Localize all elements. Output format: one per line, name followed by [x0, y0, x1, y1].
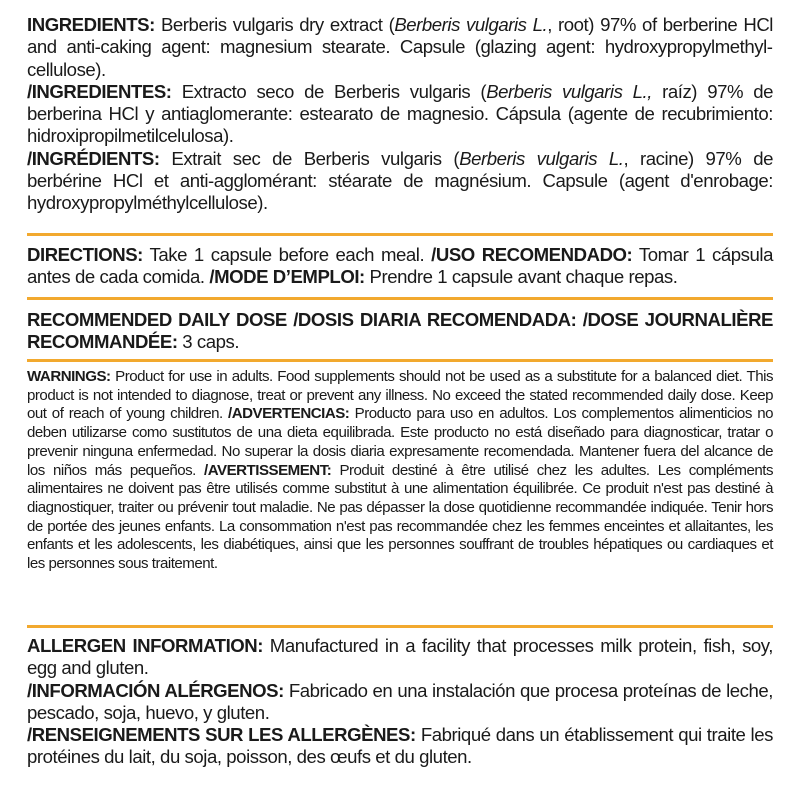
directions-en-text: Take 1 capsule before each meal.	[142, 244, 432, 265]
allergen-fr	[27, 724, 773, 769]
divider-directions	[27, 297, 773, 300]
ingredients-es	[27, 81, 773, 148]
directions-es-text: Tomar 1 cápsula antes de cada comida.	[27, 244, 773, 288]
divider-dose	[27, 359, 773, 362]
allergen-fr-label: /RENSEIGNEMENTS SUR LES ALLERGÈNES:	[27, 724, 416, 746]
warnings-section	[27, 368, 773, 574]
warnings-text	[27, 368, 773, 574]
warnings-en-label: WARNINGS:	[27, 368, 111, 385]
ingredients-en-text-2: , root) 97% of berberine HCl and anti-caking agent: magnesium stearate. Capsule (glazing agent: hydroxypropylmethylcellulose).	[27, 14, 773, 80]
allergen-es-text: Fabricado en una instalación que procesa proteínas de leche, pescado, soja, huevo, y gluten.	[27, 679, 773, 723]
directions-en-label: DIRECTIONS:	[27, 244, 143, 265]
ingredients-fr-label: /INGRÉDIENTS:	[27, 147, 160, 169]
ingredients-es-text-2: raíz) 97% de berberina HCl y antiaglomerante: estearato de magnesio. Cápsula (agente de recubrimiento: hidroxipropilmetilcelulosa).	[27, 80, 773, 147]
ingredients-en-text-1: Berberis vulgaris dry extract (	[154, 14, 395, 35]
directions-es-label: /USO RECOMENDADO:	[431, 244, 633, 265]
ingredients-es-latin-name: Berberis vulgaris L.,	[486, 80, 652, 102]
ingredients-fr-text-2: , racine) 97% de berbérine HCl et anti-agglomérant: stéarate de magnésium. Capsule (agent d'enrobage: hydroxypropylméthylcellulose).	[27, 147, 773, 214]
directions-section	[27, 244, 773, 289]
directions-fr-text: Prendre 1 capsule avant chaque repas.	[364, 266, 678, 288]
ingredients-es-text-1: Extracto seco de Berberis vulgaris (	[171, 80, 487, 102]
allergen-fr-text: Fabriqué dans un établissement qui traite les protéines du lait, du soja, poisson, des œufs et du gluten.	[27, 724, 773, 768]
allergen-en-text: Manufactured in a facility that processes milk protein, fish, soy, egg and gluten.	[27, 635, 773, 679]
ingredients-en	[27, 14, 773, 81]
warnings-fr-label: /AVERTISSEMENT:	[204, 461, 332, 479]
allergen-en	[27, 635, 773, 680]
directions-fr-label: /MODE D’EMPLOI:	[209, 266, 365, 288]
ingredients-en-latin-name: Berberis vulgaris L.	[394, 14, 548, 35]
warnings-fr-text: Produit destiné à être utilisé chez les adultes. Les compléments alimentaires ne doivent pas être utilisés comme substitut à une alimentation équilibrée. Ce produit n'est pas destiné à diagnostiquer, traiter ou prévenir tout maladie. Ne pas dépasser la dose quotidienne recommandée indiquée. Tenir hors de portée des jeunes enfants. La consommation n'est pas recommandée chez les femmes enceintes et allaitantes, les enfants et les adolescents, les diabétiques, ainsi que les personnes souffrant de troubles hépatiques ou cardiaques et les personnes sous traitement.	[27, 461, 773, 573]
allergen-en-label: ALLERGEN INFORMATION:	[27, 635, 264, 656]
divider-ingredients	[27, 233, 773, 236]
warnings-en-text: Product for use in adults. Food supplements should not be used as a substitute for a balanced diet. This product is not intended to diagnose, treat or prevent any illness. No exceed the stated recommended daily dose. Keep out of reach of young children.	[27, 368, 773, 423]
directions-text	[27, 244, 773, 289]
ingredients-fr-text-1: Extrait sec de Berberis vulgaris (	[159, 147, 460, 169]
allergen-es-label: /INFORMACIÓN ALÉRGENOS:	[27, 679, 284, 701]
warnings-es-label: /ADVERTENCIAS:	[228, 405, 350, 423]
dose-label: RECOMMENDED DAILY DOSE /DOSIS DIARIA RECOMENDADA: /DOSE JOURNALIÈRE RECOMMANDÉE:	[27, 309, 773, 353]
ingredients-es-label: /INGREDIENTES:	[27, 80, 172, 102]
dose-text	[27, 309, 773, 354]
ingredients-section	[27, 14, 773, 215]
ingredients-fr-latin-name: Berberis vulgaris L.	[459, 147, 624, 169]
allergen-es	[27, 680, 773, 725]
ingredients-en-label: INGREDIENTS:	[27, 14, 155, 35]
dose-value: 3 caps.	[177, 331, 240, 353]
dose-section	[27, 309, 773, 354]
warnings-es-text: Producto para uso en adultos. Los complementos alimenticios no deben utilizarse como sustitutos de una dieta equilibrada. Este producto no está diseñado para diagnosticar, tratar o prevenir ninguna enfermedad. No superar la dosis diaria expresamente recomendada. Mantener fuera del alcance de los niños más pequeños.	[27, 405, 773, 479]
ingredients-fr	[27, 148, 773, 215]
allergen-section	[27, 635, 773, 769]
divider-warnings	[27, 625, 773, 628]
